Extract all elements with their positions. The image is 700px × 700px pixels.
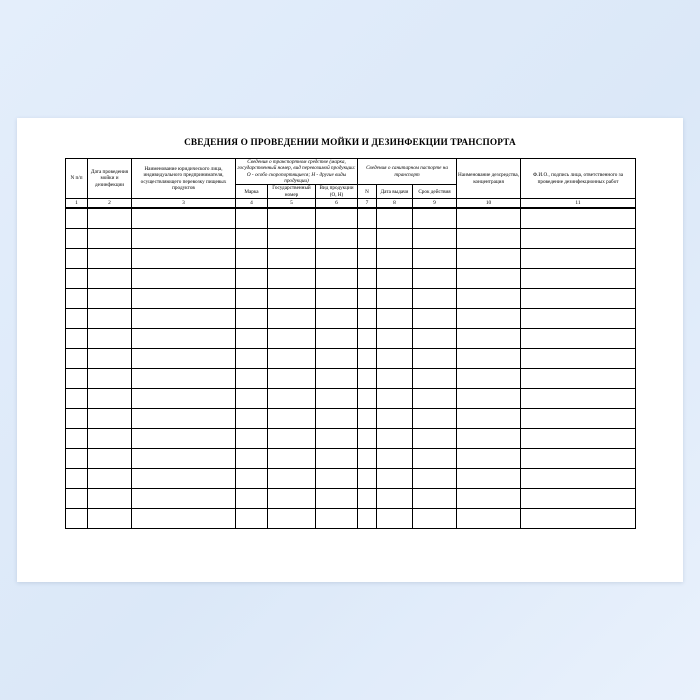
- table-cell[interactable]: [88, 409, 132, 429]
- table-cell[interactable]: [457, 329, 521, 349]
- table-cell[interactable]: [66, 249, 88, 269]
- table-cell[interactable]: [236, 489, 268, 509]
- col-header-product-type: Вид продукции (О, Н): [316, 185, 358, 199]
- col-num-9: 9: [413, 199, 457, 209]
- table-cell[interactable]: [66, 329, 88, 349]
- table-cell[interactable]: [413, 349, 457, 369]
- table-cell[interactable]: [413, 289, 457, 309]
- table-row[interactable]: [66, 409, 636, 429]
- table-cell[interactable]: [236, 509, 268, 529]
- table-cell[interactable]: [521, 349, 636, 369]
- table-cell[interactable]: [316, 369, 358, 389]
- table-cell[interactable]: [132, 449, 236, 469]
- col-header-state-number: Государственный номер: [268, 185, 316, 199]
- table-row[interactable]: [66, 289, 636, 309]
- table-cell[interactable]: [358, 329, 377, 349]
- table-cell[interactable]: [268, 409, 316, 429]
- table-cell[interactable]: [132, 349, 236, 369]
- table-cell[interactable]: [236, 449, 268, 469]
- table-cell[interactable]: [132, 329, 236, 349]
- table-cell[interactable]: [521, 369, 636, 389]
- table-cell[interactable]: [268, 309, 316, 329]
- table-cell[interactable]: [413, 229, 457, 249]
- group-header-sanitary-passport: Сведения о санитарном паспорте на транспорт: [358, 159, 457, 185]
- table-cell[interactable]: [358, 269, 377, 289]
- table-row[interactable]: [66, 269, 636, 289]
- table-cell[interactable]: [358, 389, 377, 409]
- table-cell[interactable]: [66, 509, 88, 529]
- table-cell[interactable]: [358, 449, 377, 469]
- table-cell[interactable]: [358, 208, 377, 229]
- table-cell[interactable]: [413, 489, 457, 509]
- table-cell[interactable]: [457, 349, 521, 369]
- col-header-validity: Срок действия: [413, 185, 457, 199]
- table-cell[interactable]: [88, 389, 132, 409]
- col-num-4: 4: [236, 199, 268, 209]
- table-cell[interactable]: [236, 249, 268, 269]
- table-cell[interactable]: [358, 429, 377, 449]
- table-cell[interactable]: [358, 369, 377, 389]
- table-cell[interactable]: [457, 249, 521, 269]
- table-row[interactable]: [66, 429, 636, 449]
- table-cell[interactable]: [457, 309, 521, 329]
- table-cell[interactable]: [316, 409, 358, 429]
- table-cell[interactable]: [316, 429, 358, 449]
- table-cell[interactable]: [88, 208, 132, 229]
- table-cell[interactable]: [236, 269, 268, 289]
- table-cell[interactable]: [358, 309, 377, 329]
- col-header-entity: Наименование юридического лица, индивидуального предпринимателя, осуществляющего перевозку пищевых продуктов: [132, 159, 236, 199]
- table-cell[interactable]: [358, 409, 377, 429]
- table-cell[interactable]: [88, 509, 132, 529]
- table-cell[interactable]: [66, 309, 88, 329]
- table-cell[interactable]: [66, 369, 88, 389]
- table-cell[interactable]: [377, 509, 413, 529]
- table-cell[interactable]: [268, 329, 316, 349]
- table-cell[interactable]: [358, 509, 377, 529]
- table-cell[interactable]: [132, 249, 236, 269]
- table-row[interactable]: [66, 329, 636, 349]
- table-cell[interactable]: [521, 489, 636, 509]
- table-cell[interactable]: [457, 509, 521, 529]
- table-cell[interactable]: [457, 369, 521, 389]
- table-cell[interactable]: [236, 329, 268, 349]
- table-cell[interactable]: [457, 409, 521, 429]
- table-cell[interactable]: [316, 289, 358, 309]
- table-cell[interactable]: [88, 229, 132, 249]
- table-row[interactable]: [66, 369, 636, 389]
- table-cell[interactable]: [316, 509, 358, 529]
- table-cell[interactable]: [268, 269, 316, 289]
- table-cell[interactable]: [457, 469, 521, 489]
- table-cell[interactable]: [132, 469, 236, 489]
- group-header-transport-info: Сведения о транспортном средстве (марка, государственный номер, вид перевозимой продукции: О - особо скоропортящиеся; Н - другие виды продукции): [237, 159, 356, 185]
- table-header-row-1: [66, 159, 636, 185]
- table-cell[interactable]: [132, 309, 236, 329]
- table-cell[interactable]: [413, 469, 457, 489]
- table-cell[interactable]: [521, 229, 636, 249]
- table-cell[interactable]: [377, 449, 413, 469]
- table-cell[interactable]: [132, 208, 236, 229]
- table-cell[interactable]: [132, 229, 236, 249]
- table-row[interactable]: [66, 449, 636, 469]
- table-cell[interactable]: [236, 409, 268, 429]
- table-cell[interactable]: [132, 389, 236, 409]
- table-cell[interactable]: [521, 329, 636, 349]
- table-cell[interactable]: [358, 489, 377, 509]
- table-cell[interactable]: [377, 369, 413, 389]
- table-cell[interactable]: [316, 309, 358, 329]
- table-cell[interactable]: [316, 349, 358, 369]
- table-cell[interactable]: [316, 329, 358, 349]
- col-num-6: 6: [316, 199, 358, 209]
- table-cell[interactable]: [236, 208, 268, 229]
- table-cell[interactable]: [413, 208, 457, 229]
- table-cell[interactable]: [268, 389, 316, 409]
- table-cell[interactable]: [132, 369, 236, 389]
- table-cell[interactable]: [236, 369, 268, 389]
- journal-table: [65, 158, 636, 529]
- table-cell[interactable]: [236, 469, 268, 489]
- table-cell[interactable]: [377, 249, 413, 269]
- table-cell[interactable]: [66, 409, 88, 429]
- table-cell[interactable]: [316, 229, 358, 249]
- col-num-3: 3: [132, 199, 236, 209]
- table-cell[interactable]: [88, 429, 132, 449]
- table-column-number-row: [66, 199, 636, 209]
- table-cell[interactable]: [377, 208, 413, 229]
- table-row[interactable]: [66, 208, 636, 229]
- table-cell[interactable]: [521, 429, 636, 449]
- table-cell[interactable]: [88, 369, 132, 389]
- table-cell[interactable]: [88, 489, 132, 509]
- table-cell[interactable]: [66, 289, 88, 309]
- table-cell[interactable]: [66, 389, 88, 409]
- table-cell[interactable]: [413, 509, 457, 529]
- table-cell[interactable]: [457, 489, 521, 509]
- col-header-number: N п/п: [66, 159, 88, 199]
- table-cell[interactable]: [132, 289, 236, 309]
- table-cell[interactable]: [413, 429, 457, 449]
- table-cell[interactable]: [358, 349, 377, 369]
- table-cell[interactable]: [521, 449, 636, 469]
- table-cell[interactable]: [316, 249, 358, 269]
- table-cell[interactable]: [66, 429, 88, 449]
- table-cell[interactable]: [66, 269, 88, 289]
- table-cell[interactable]: [457, 449, 521, 469]
- document-sheet: [17, 118, 683, 582]
- table-cell[interactable]: [377, 389, 413, 409]
- table-cell[interactable]: [413, 369, 457, 389]
- table-cell[interactable]: [132, 269, 236, 289]
- table-cell[interactable]: [88, 309, 132, 329]
- col-num-8: 8: [377, 199, 413, 209]
- table-cell[interactable]: [521, 469, 636, 489]
- table-row[interactable]: [66, 469, 636, 489]
- table-cell[interactable]: [413, 309, 457, 329]
- table-cell[interactable]: [268, 289, 316, 309]
- table-cell[interactable]: [316, 469, 358, 489]
- col-num-5: 5: [268, 199, 316, 209]
- table-cell[interactable]: [358, 249, 377, 269]
- table-cell[interactable]: [521, 509, 636, 529]
- table-cell[interactable]: [457, 389, 521, 409]
- col-num-10: 10: [457, 199, 521, 209]
- table-cell[interactable]: [413, 389, 457, 409]
- col-header-issue-date: Дата выдачи: [377, 185, 413, 199]
- table-cell[interactable]: [236, 349, 268, 369]
- table-row[interactable]: [66, 489, 636, 509]
- col-header-brand: Марка: [236, 185, 268, 199]
- table-cell[interactable]: [88, 469, 132, 489]
- table-cell[interactable]: [521, 269, 636, 289]
- table-cell[interactable]: [316, 269, 358, 289]
- table-cell[interactable]: [132, 489, 236, 509]
- table-cell[interactable]: [268, 489, 316, 509]
- table-cell[interactable]: [521, 409, 636, 429]
- col-header-responsible-person: Ф.И.О., подпись лица, ответственного за проведение дезинфекционных работ: [521, 159, 636, 199]
- table-row[interactable]: [66, 389, 636, 409]
- table-cell[interactable]: [413, 269, 457, 289]
- col-header-disinfectant: Наименование дезсредства, концентрация: [457, 159, 521, 199]
- table-cell[interactable]: [413, 449, 457, 469]
- table-cell[interactable]: [457, 429, 521, 449]
- table-cell[interactable]: [377, 489, 413, 509]
- table-cell[interactable]: [316, 208, 358, 229]
- table-cell[interactable]: [377, 309, 413, 329]
- table-cell[interactable]: [377, 349, 413, 369]
- col-header-passport-number: N: [358, 185, 377, 199]
- table-cell[interactable]: [236, 309, 268, 329]
- table-cell[interactable]: [66, 469, 88, 489]
- col-num-7: 7: [358, 199, 377, 209]
- table-cell[interactable]: [457, 229, 521, 249]
- table-cell[interactable]: [358, 289, 377, 309]
- table-cell[interactable]: [236, 429, 268, 449]
- table-cell[interactable]: [236, 229, 268, 249]
- col-num-11: 11: [521, 199, 636, 209]
- table-cell[interactable]: [88, 329, 132, 349]
- table-row[interactable]: [66, 249, 636, 269]
- table-cell[interactable]: [88, 289, 132, 309]
- table-cell[interactable]: [236, 389, 268, 409]
- table-cell[interactable]: [358, 469, 377, 489]
- table-cell[interactable]: [88, 349, 132, 369]
- col-num-1: 1: [66, 199, 88, 209]
- table-cell[interactable]: [457, 208, 521, 229]
- table-cell[interactable]: [413, 409, 457, 429]
- table-cell[interactable]: [377, 229, 413, 249]
- table-cell[interactable]: [521, 249, 636, 269]
- col-header-date: Дата проведения мойки и дезинфекции: [88, 159, 132, 199]
- table-cell[interactable]: [88, 249, 132, 269]
- table-cell[interactable]: [268, 229, 316, 249]
- table-cell[interactable]: [316, 489, 358, 509]
- table-cell[interactable]: [316, 449, 358, 469]
- table-row[interactable]: [66, 509, 636, 529]
- col-num-2: 2: [88, 199, 132, 209]
- table-cell[interactable]: [377, 409, 413, 429]
- table-cell[interactable]: [88, 449, 132, 469]
- table-cell[interactable]: [268, 429, 316, 449]
- page-title: СВЕДЕНИЯ О ПРОВЕДЕНИИ МОЙКИ И ДЕЗИНФЕКЦИИ ТРАНСПОРТА: [184, 138, 516, 148]
- table-cell[interactable]: [268, 349, 316, 369]
- table-cell[interactable]: [66, 449, 88, 469]
- table-cell[interactable]: [66, 229, 88, 249]
- table-cell[interactable]: [377, 469, 413, 489]
- table-cell[interactable]: [88, 269, 132, 289]
- table-cell[interactable]: [358, 229, 377, 249]
- table-cell[interactable]: [316, 389, 358, 409]
- table-cell[interactable]: [457, 269, 521, 289]
- table-cell[interactable]: [268, 449, 316, 469]
- table-cell[interactable]: [66, 208, 88, 229]
- table-row[interactable]: [66, 229, 636, 249]
- table-cell[interactable]: [66, 489, 88, 509]
- table-cell[interactable]: [132, 509, 236, 529]
- table-cell[interactable]: [66, 349, 88, 369]
- table-cell[interactable]: [521, 389, 636, 409]
- table-body: [66, 208, 636, 529]
- table-cell[interactable]: [521, 208, 636, 229]
- table-cell[interactable]: [132, 429, 236, 449]
- table-cell[interactable]: [377, 289, 413, 309]
- table-cell[interactable]: [268, 208, 316, 229]
- table-cell[interactable]: [377, 429, 413, 449]
- table-cell[interactable]: [268, 369, 316, 389]
- table-row[interactable]: [66, 309, 636, 329]
- table-cell[interactable]: [413, 329, 457, 349]
- table-cell[interactable]: [413, 249, 457, 269]
- table-cell[interactable]: [268, 469, 316, 489]
- table-cell[interactable]: [268, 249, 316, 269]
- table-row[interactable]: [66, 349, 636, 369]
- table-cell[interactable]: [377, 329, 413, 349]
- table-cell[interactable]: [268, 509, 316, 529]
- table-cell[interactable]: [521, 309, 636, 329]
- table-cell[interactable]: [132, 409, 236, 429]
- table-cell[interactable]: [457, 289, 521, 309]
- table-cell[interactable]: [236, 289, 268, 309]
- table-cell[interactable]: [377, 269, 413, 289]
- table-cell[interactable]: [521, 289, 636, 309]
